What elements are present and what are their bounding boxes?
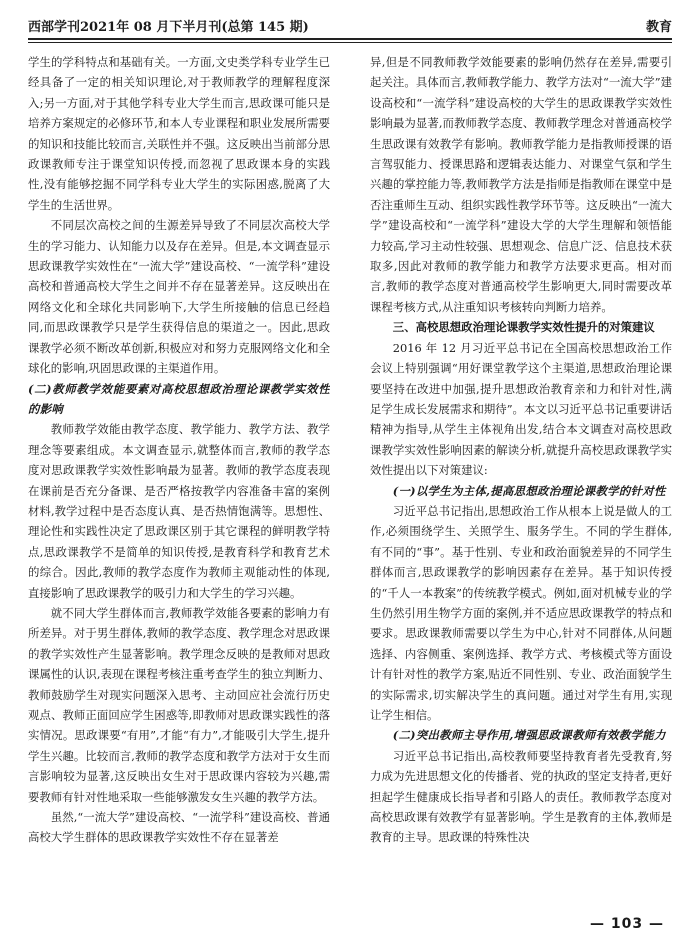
paragraph: 习近平总书记指出,思想政治工作从根本上说是做人的工作,必须围绕学生、关照学生、服务学生。不同的学生群体,有不同的“事”。基于性别、专业和政治面貌差异的不同学生群体而言,思政课教学的影响因素存在差异。基于知识传授的“千人一本教案”的传统教学模式。例如,面对机械专业的学生仍然引用生物学方面的案例,并不适应思政课教学的特点和要求。思政课教师需要以学生为中心,针对不同群体,从问题选择、内容侧重、案例选择、教学方式、考核模式等方面设计有针对性的教学方案,贴近不同性别、专业、政治面貌学生的实际需求,切实解决学生的真问题。通过对学生有用,实现让学生相信。	[370, 503, 672, 722]
right-column	[370, 52, 672, 912]
issue-info: 2021年 08 月下半月刊(总第 145 期)	[80, 20, 309, 35]
left-column	[28, 52, 330, 912]
header-rule-thick	[28, 38, 672, 40]
paragraph: 2016 年 12 月习近平总书记在全国高校思想政治工作会议上特别强调“用好课堂教学这个主渠道,思想政治理论课要坚持在改进中加强,提升思想政治教育亲和力和针对性,满足学生成长发展需求和期待”。本文以习近平总书记重要讲话精神为指导,从学生主体视角出发,结合本文调查对高校思政课教学实效性影响因素的解读分析,就提升高校思政课教学实效性提出以下对策建议:	[370, 340, 672, 478]
subsection-heading: (二)教师教学效能要素对高校思想政治理论课教学实效性的影响	[28, 381, 330, 416]
paragraph: 异,但是不同教师教学效能要素的影响仍然存在差异,需要引起关注。具体而言,教师教学能力、教学方法对“一流大学”建设高校和“一流学科”建设高校的大学生的思政课教学实效性影响最为显著,而教师教学态度、教师教学理念对普通高校学生思政课有效教学有影响。教师教学能力是指教师授课的语言驾驭能力、授课思路和逻辑表达能力、对课堂气氛和学生兴趣的掌控能力等,教师教学方法是指师是指教师在课堂中是否注重师生互动、组织实践性教学环节等。这反映出“一流大学”建设高校和“一流学科”建设大学的大学生理解和领悟能力较高,学习主动性较强、思想观念、信息广泛、信息技术获取多,因此对教师的教学能力和教学方法要求更高。相对而言,教师的教学态度对普通高校学生影响更大,同时需要改革课程考核方式,从注重知识考核转向判断力培养。	[370, 55, 672, 314]
paragraph: 不同层次高校之间的生源差异导致了不同层次高校大学生的学习能力、认知能力以及存在差异。但是,本文调查显示思政课教学实效性在“一流大学”建设高校、“一流学科”建设高校和普通高校大学生之间并不存在显著差异。这反映出在网络文化和全球化共同影响下,大学生所接触的信息已经趋同,而思政课教学只是学生获得信息的渠道之一。因此,思政课教学必须不断改革创新,积极应对和努力克服网络文化和全球化的影响,巩固思政课的主渠道作用。	[28, 218, 330, 376]
journal-name: 西部学刊	[28, 20, 81, 35]
paragraph: 就不同大学生群体而言,教师教学效能各要素的影响力有所差异。对于男生群体,教师的教学态度、教学理念对思政课的教学实效性产生显著影响。教学理念反映的是教师对思政课属性的认识,表现在课程考核注重考查学生的独立判断力、教师鼓励学生对现实问题深入思考、主动回应社会流行历史观点、教师正面回应学生困惑等,即教师对思政课实践性的落实情况。思政课要“有用”,才能“有力”,才能吸引大学生,提升学生兴趣。比较而言,教师的教学态度和教学方法对于女生而言影响较为显著,这反映出女生对于思政课内容较为兴趣,需要教师有针对性地采取一些能够激发女生兴趣的教学方法。	[28, 605, 330, 804]
page-number: — 103 —	[590, 916, 664, 932]
paragraph: 习近平总书记指出,高校教师要坚持教育者先受教育,努力成为先进思想文化的传播者、党的执政的坚定支持者,更好担起学生健康成长指导者和引路人的责任。教师教学态度对高校思政课有效教学有显著影响。学生是教育的主体,教师是教育的主导。思政课的特殊性决	[370, 748, 672, 845]
running-header	[28, 12, 672, 38]
section-heading: 三、高校思想政治理论课教学实效性提升的对策建议	[392, 320, 655, 335]
header-journal-issue	[28, 16, 309, 35]
subsection-heading: (一)以学生为主体,提高思想政治理论课教学的针对性	[392, 483, 666, 498]
subsection-heading: (二)突出教师主导作用,增强思政课教师有效教学能力	[392, 728, 666, 743]
paragraph: 教师教学效能由教学态度、教学能力、教学方法、教学理念等要素组成。本文调查显示,就整体而言,教师的教学态度对思政课教学实效性影响最为显著。教师的教学态度表现在课前是否充分备课、是否严格按教学内容准备丰富的案例材料,教学过程中是否态度认真、是否热情饱满等。思想性、理论性和实践性决定了思政课区别于其它课程的鲜明教学特点,思政课教学不是简单的知识传授,是教育科学和教育艺术的综合。因此,教师的教学态度作为教师主观能动性的体现,直接影响了思政课教学的吸引力和大学生的学习兴趣。	[28, 422, 330, 600]
paragraph: 学生的学科特点和基础有关。一方面,文史类学科专业学生已经具备了一定的相关知识理论,对于教师教学的理解程度深入;另一方面,对于其他学科专业大学生而言,思政课可能只是培养方案规定的必修环节,和本人专业课程和职业发展所需要的知识和技能比较而言,关联性并不强。这反映出当前部分思政课教师专注于课堂知识传授,而忽视了思政课本身的实践性,没有能够挖掘不同学科专业大学生的实际困惑,脱离了大学生的生活世界。	[28, 55, 330, 212]
section-name: 教育	[645, 20, 672, 35]
paragraph: 虽然,“一流大学”建设高校、“一流学科”建设高校、普通高校大学生群体的思政课教学实效性不存在显著差	[28, 810, 330, 845]
header-rule-thin	[28, 42, 672, 43]
